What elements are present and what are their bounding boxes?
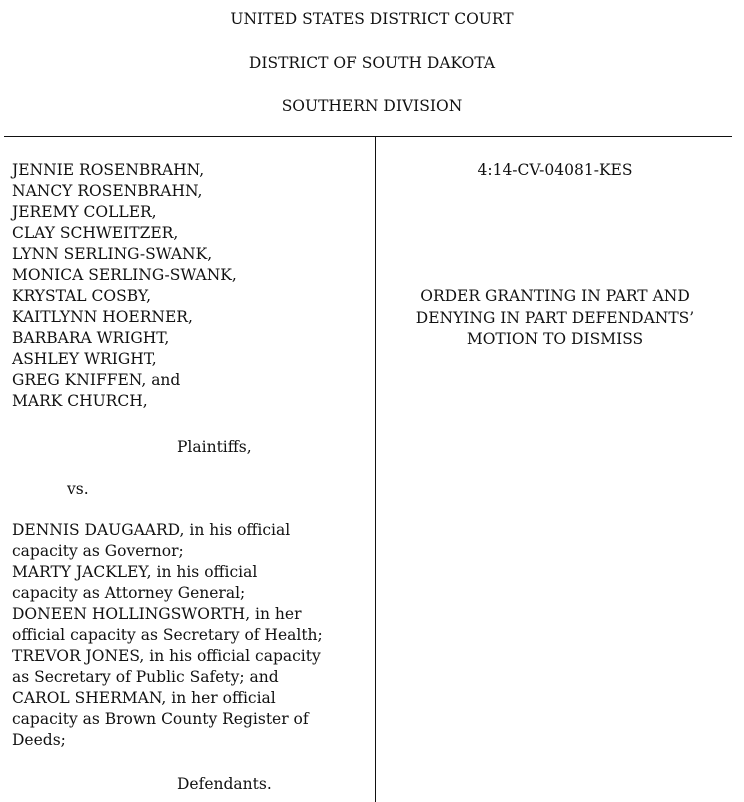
case-number: 4:14-CV-04081-KES bbox=[477, 161, 633, 179]
versus-label: vs. bbox=[67, 480, 89, 498]
defendant-line: CAROL SHERMAN, in her official bbox=[12, 689, 276, 707]
plaintiff-name: GREG KNIFFEN, and bbox=[12, 371, 181, 389]
defendant-line: capacity as Attorney General; bbox=[12, 584, 246, 602]
plaintiffs-label: Plaintiffs, bbox=[177, 438, 252, 456]
defendant-line: MARTY JACKLEY, in his official bbox=[12, 563, 258, 581]
defendants-label: Defendants. bbox=[177, 775, 272, 793]
defendant-line: capacity as Governor; bbox=[12, 542, 184, 560]
defendant-line: DONEEN HOLLINGSWORTH, in her bbox=[12, 605, 302, 623]
plaintiff-name: MONICA SERLING-SWANK, bbox=[12, 266, 237, 284]
division-name: SOUTHERN DIVISION bbox=[281, 97, 463, 115]
order-title-line: MOTION TO DISMISS bbox=[466, 330, 644, 348]
plaintiff-name: KAITLYNN HOERNER, bbox=[12, 308, 193, 326]
plaintiff-name: ASHLEY WRIGHT, bbox=[12, 350, 157, 368]
plaintiff-name: NANCY ROSENBRAHN, bbox=[12, 182, 203, 200]
defendant-line: as Secretary of Public Safety; and bbox=[12, 668, 279, 686]
defendant-line: capacity as Brown County Register of bbox=[12, 710, 309, 728]
district-name: DISTRICT OF SOUTH DAKOTA bbox=[248, 54, 496, 72]
defendants-list bbox=[12, 520, 374, 751]
defendant-line: official capacity as Secretary of Health; bbox=[12, 626, 323, 644]
order-title-line: DENYING IN PART DEFENDANTS’ bbox=[415, 308, 695, 327]
caption-horizontal-rule bbox=[4, 136, 732, 137]
plaintiff-name: MARK CHURCH, bbox=[12, 392, 148, 410]
plaintiff-name: JENNIE ROSENBRAHN, bbox=[12, 161, 205, 179]
plaintiff-name: LYNN SERLING-SWANK, bbox=[12, 245, 213, 263]
plaintiff-name: KRYSTAL COSBY, bbox=[12, 287, 151, 305]
defendant-line: TREVOR JONES, in his official capacity bbox=[12, 647, 321, 665]
defendant-line: Deeds; bbox=[12, 731, 66, 749]
order-title-line: ORDER GRANTING IN PART AND bbox=[420, 287, 690, 305]
court-name: UNITED STATES DISTRICT COURT bbox=[230, 10, 514, 28]
plaintiff-name: JEREMY COLLER, bbox=[12, 203, 157, 221]
plaintiff-name: CLAY SCHWEITZER, bbox=[12, 224, 179, 242]
order-title bbox=[376, 286, 734, 351]
plaintiff-name: BARBARA WRIGHT, bbox=[12, 329, 170, 347]
caption-vertical-rule bbox=[375, 136, 376, 802]
defendant-line: DENNIS DAUGAARD, in his official bbox=[12, 521, 291, 539]
plaintiffs-list bbox=[12, 160, 372, 412]
